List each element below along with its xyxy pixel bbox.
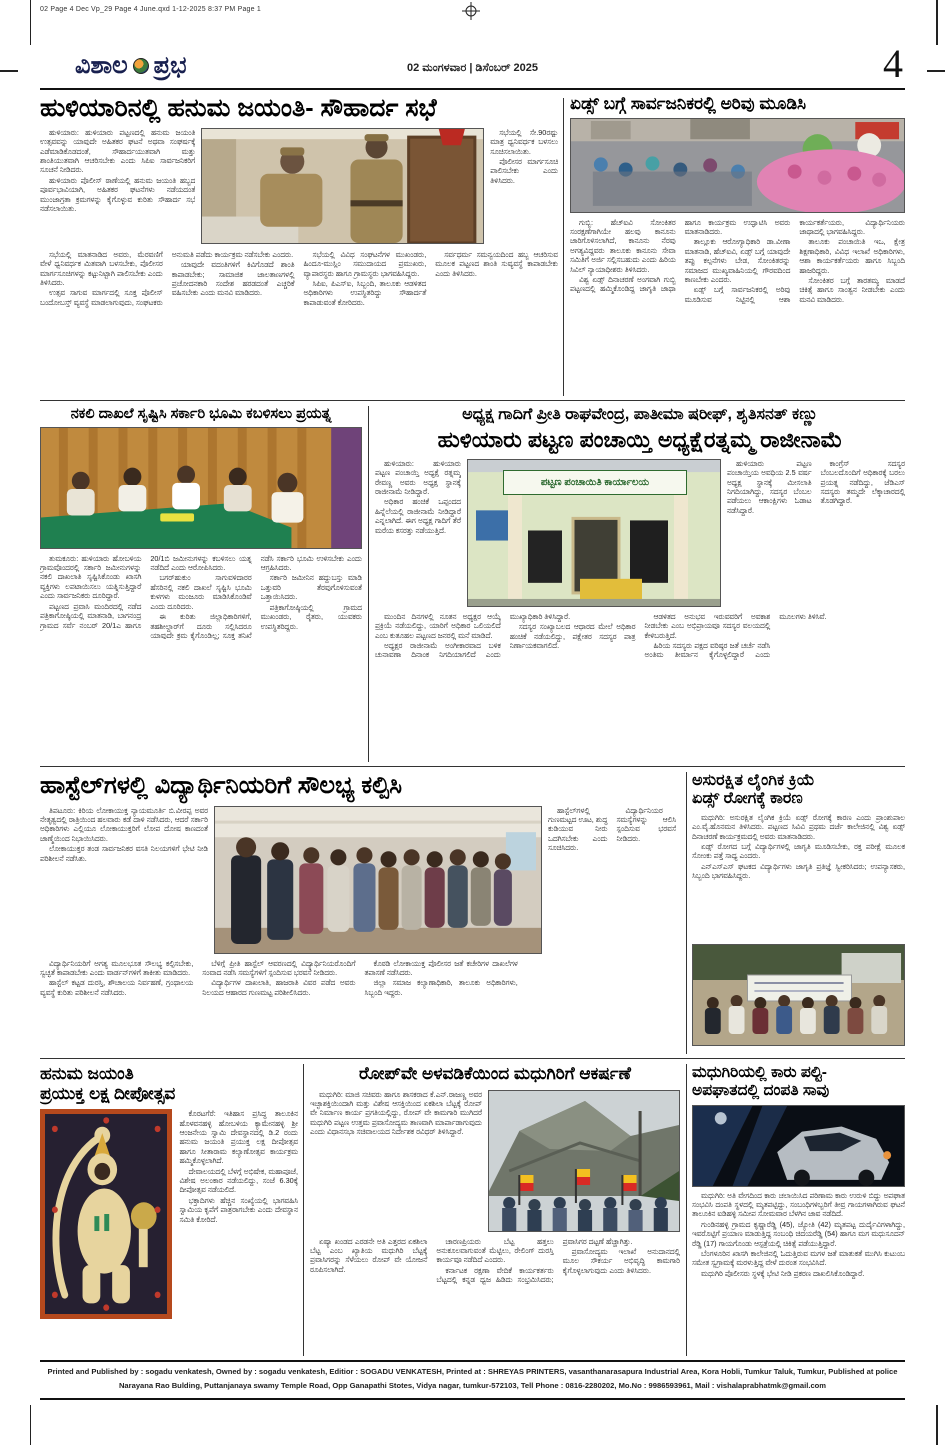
paragraph: ಹುಳಿಯಾರು: ಹುಳಿಯಾರು ಪಟ್ಟಣ ಪಂಚಾಯ್ತಿ ಅಧ್ಯಕ್ಷೆ ರತ್ನಮ್ಮ ರೇವಣ್ಣ ಅವರು ಅಧ್ಯಕ್ಷ ಸ್ಥಾನಕ್ಕೆ ರಾಜೀನಾಮೆ ನೀಡಿದ್ದಾರೆ. bbox=[375, 458, 461, 496]
paragraph: ಸೋಂಕಿತರ ಬಗ್ಗೆ ತಾರತಮ್ಯ ಮಾಡದೆ ಚಿಕಿತ್ಸೆ ಹಾಗೂ ಸಾಂತ್ವನ ನೀಡಬೇಕು ಎಂದು ಮನವಿ ಮಾಡಿದರು. bbox=[799, 275, 905, 304]
crop-mark bbox=[30, 0, 31, 45]
paragraph: ಕೊಠಡಿ ಲೋಕಾಯುಕ್ತ ಪೊಲೀಸರ ಜತೆ ಕಚೇರಿಗಳ ದಾಖಲೆಗಳ ತಪಾಸಣೆ ನಡೆಸಿದರು. bbox=[364, 958, 518, 977]
article-text bbox=[570, 218, 905, 396]
headline: ಹಾಸ್ಟೆಲ್‌ಗಳಲ್ಲಿ ವಿದ್ಯಾರ್ಥಿನಿಯರಿಗೆ ಸೌಲಭ್ಯ ಕಲ್ಪಿಸಿ bbox=[40, 772, 403, 799]
paragraph: ವಿಶ್ವ ಏಡ್ಸ್ ದಿನಾಚರಣೆ ಅಂಗವಾಗಿ ಗುಬ್ಬಿ ಪಟ್ಟಣದಲ್ಲಿ ಹಮ್ಮಿಕೊಂಡಿದ್ದ ಜಾಗೃತಿ ಜಾಥಾ ಹಾಗೂ ಕಾರ್ಯಕ್ರಮ ಉದ್ಘಾಟಿಸಿ ಅವರು ಮಾತನಾಡಿದರು. bbox=[570, 217, 791, 294]
imprint-line-1: Printed and Published by : sogadu venkatesh, Owned by : sogadu venkatesh, Editior : SOGADU VENKATESH, Printed at : SHREYAS PRINTERS, vasanthanarasapura Industrial Area, Kora Hobli, Tumkur Taluk, Tumkur, Published at police bbox=[47, 1367, 898, 1376]
paragraph: ತುಮಕೂರು: ಹುಳಿಯಾರು ಹೋಬಳಿಯ ಗ್ರಾಮವೊಂದರಲ್ಲಿ ಸರ್ಕಾರಿ ಜಮೀನುಗಳನ್ನು ನಕಲಿ ದಾಖಲಾತಿ ಸೃಷ್ಟಿಸಿಕೊಂಡು ಖಾಸಗಿ ವ್ಯಕ್ತಿಗಳು ಲಪಟಾಯಿಸಲು ಯತ್ನಿಸುತ್ತಿದ್ದಾರೆ ಎಂದು ಸಾರ್ವಜನಿಕರು ದೂರಿದ್ದಾರೆ. bbox=[40, 553, 142, 601]
article-text-column bbox=[310, 1090, 482, 1232]
paragraph: ಏಡ್ಸ್ ರೋಗದ ಬಗ್ಗೆ ವಿದ್ಯಾರ್ಥಿಗಳಲ್ಲಿ ಜಾಗೃತಿ ಮೂಡಿಸಬೇಕು, ರಕ್ತ ಪರೀಕ್ಷೆ ಮೂಲಕ ಸೋಂಕು ಪತ್ತೆ ಸಾಧ್ಯ ಎಂದರು. bbox=[692, 842, 905, 861]
paragraph: ವಿದ್ಯಾರ್ಥಿನಿಯರಿಗೆ ಅಗತ್ಯ ಮೂಲಭೂತ ಸೌಲಭ್ಯ ಕಲ್ಪಿಸಬೇಕು, ಸ್ವಚ್ಛತೆ ಕಾಪಾಡಬೇಕು ಎಂದು ವಾರ್ಡನ್‌ಗಳಿಗೆ ತಾಕೀತು ಮಾಡಿದರು. bbox=[40, 958, 194, 977]
article-text-column bbox=[375, 459, 461, 607]
article-text bbox=[40, 554, 362, 758]
crop-mark bbox=[30, 1405, 31, 1445]
paragraph: ಲೋಕಾಯುಕ್ತರ ತಂಡ ಸಾರ್ವಜನಿಕರ ವಸತಿ ನಿಲಯಗಳಿಗೆ ಭೇಟಿ ನೀಡಿ ಪರಿಶೀಲನೆ ನಡೆಸಿತು. bbox=[40, 844, 208, 863]
headline: ಹುಳಿಯಾರು ಪಟ್ಟಣ ಪಂಚಾಯ್ತಿ ಅಧ್ಯಕ್ಷೆರತ್ನಮ್ಮ ರಾಜೀನಾಮೆ bbox=[437, 427, 843, 453]
headline-line1: ಹನುಮ ಜಯಂತಿ bbox=[40, 1064, 134, 1083]
panchayat-office-photo bbox=[467, 459, 721, 607]
paragraph: ತಾಲೂಕು ಪಂಚಾಯಿತಿ ಇಒ, ಕ್ಷೇತ್ರ ಶಿಕ್ಷಣಾಧಿಕಾರಿ, ವಿವಿಧ ಇಲಾಖೆ ಅಧಿಕಾರಿಗಳು, ಆಶಾ ಕಾರ್ಯಕರ್ತೆಯರು ಹಾಗೂ ಸಿಬ್ಬಂದಿ ಹಾಜರಿದ್ದರು. bbox=[799, 237, 905, 275]
paragraph: ತಿಪಟೂರು: ಕಿರಿಯ ಲೋಕಾಯುಕ್ತ ನ್ಯಾಯಮೂರ್ತಿ ಬಿ.ವೀರಪ್ಪ ಅವರ ನೇತೃತ್ವದಲ್ಲಿ ರಾತ್ರಿಯಿಂದ ಹಲವಾರು ಕಡೆ ದಾಳಿ ನಡೆಸಿದರು, ಆದರೆ ಸರ್ಕಾರಿ ಅಧಿಕಾರಿಗಳು ಎಲ್ಲಿಯೂ ಲೋಕಾಯುಕ್ತರಿಗೆ ಲೋಪ ದೋಷ ಕಾಣದಂತೆ ಜಾಣ್ಮೆಯಿಂದ ನಿಭಾಯಿಸಿದರು. bbox=[40, 805, 208, 843]
headline: ಹುಳಿಯಾರಿನಲ್ಲಿ ಹನುಮ ಜಯಂತಿ- ಸೌಹಾರ್ದ ಸಭೆ bbox=[40, 94, 437, 122]
paragraph: ಪತ್ರಿಕಾಗೋಷ್ಠಿಯಲ್ಲಿ ಗ್ರಾಮದ ಮುಖಂಡರು, ರೈತರು, ಯುವಕರು ಉಪಸ್ಥಿತರಿದ್ದರು. bbox=[260, 602, 362, 631]
lokayukta-visit-photo bbox=[214, 806, 542, 954]
masthead-logo-right: ಪ್ರಭ bbox=[153, 52, 187, 79]
paragraph: ಕರ್ನಾಟಕ ರಕ್ಷಣಾ ವೇದಿಕೆ ಕಾರ್ಯಕರ್ತರು ಬೆಟ್ಟದಲ್ಲಿ ಕನ್ನಡ ಧ್ವಜ ಹಿಡಿದು ಸಂಭ್ರಮಿಸಿದರು; ಪ್ರವಾಸಿಗರ ದಟ್ಟಣೆ ಹೆಚ್ಚಾಗಿತ್ತು. bbox=[436, 1236, 633, 1285]
paragraph: ಸದಸ್ಯರ ಸಂಖ್ಯಾಬಲದ ಆಧಾರದ ಮೇಲೆ ಅಧಿಕಾರ ಹಂಚಿಕೆ ನಡೆಯಲಿದ್ದು, ಪಕ್ಷೇತರ ಸದಸ್ಯರ ಪಾತ್ರ ನಿರ್ಣಾಯಕವಾಗಲಿದೆ. bbox=[509, 622, 636, 650]
article-car-accident bbox=[692, 1064, 905, 1356]
article-text-column bbox=[179, 1109, 298, 1347]
paragraph: ಮಧುಗಿರಿ: ಅತಿ ವೇಗದಿಂದ ಕಾರು ಚಲಾಯಿಸಿದ ಪರಿಣಾಮ ಕಾರು ಉರುಳಿ ಬಿದ್ದು ಅಪಘಾತ ಸಂಭವಿಸಿ ದಂಪತಿ ಸ್ಥಳದಲ್ಲಿ ಮೃತಪಟ್ಟಿದ್ದು, ಸಂಬಂಧಿಗಳಿಬ್ಬರಿಗೆ ತೀವ್ರ ಗಾಯಗಳಾಗಿರುವ ಘಟನೆ ತಾಲೂಕಿನ ಐಡಿಹಳ್ಳಿ ಸಮೀಪ ಸೋಮವಾರ ಬೆಳಗಿನ ಜಾವ ನಡೆದಿದೆ. bbox=[692, 1190, 905, 1219]
paragraph: ಮಧುಗಿರಿ: ಮಾಜಿ ಸಚಿವರು ಹಾಗೂ ಶಾಸಕರಾದ ಕೆ.ಎನ್.ರಾಜಣ್ಣ ಅವರ ಇಚ್ಛಾಶಕ್ತಿಯಿಂದಾಗಿ ಮತ್ತು ವಿಶೇಷ ಆಸಕ್ತಿಯಿಂದ ಏಕಶಿಲಾ ಬೆಟ್ಟಕ್ಕೆ ರೋಪ್ ವೇ ನಿರ್ಮಾಣ ಕಾರ್ಯ ಪ್ರಗತಿಯಲ್ಲಿದ್ದು, ರೋಪ್ ವೇ ಕಾಮಗಾರಿ ಮುಗಿದರೆ ಮಧುಗಿರಿ ಪಟ್ಟಣ ಉತ್ತಮ ಪ್ರವಾಸೋದ್ಯಮ ತಾಣವಾಗಿ ಮಾರ್ಪಾಡಾಗುವುದು ಎಂದು ವಿಧಾನಸಭಾ ಸಚಿವಾಲಯದ ನಿರ್ದೇಶಕ ರವಿಧರ್ ತಿಳಿಸಿದ್ದಾರೆ. bbox=[310, 1089, 482, 1137]
footer-rule bbox=[40, 1360, 905, 1362]
masthead-rule bbox=[40, 88, 905, 90]
paragraph: ಸಭೆಯಲ್ಲಿ ಮಾತನಾಡಿದ ಅವರು, ಮೆರವಣಿಗೆ ವೇಳೆ ಧ್ವನಿವರ್ಧಕ ಮಿತವಾಗಿ ಬಳಸಬೇಕು, ಪೊಲೀಸರ ಮಾರ್ಗಸೂಚಿಗಳನ್ನು ಕಟ್ಟುನಿಟ್ಟಾಗಿ ಪಾಲಿಸಬೇಕು ಎಂದು ತಿಳಿಸಿದರು. bbox=[40, 249, 163, 287]
kicker-headline: ಅಧ್ಯಕ್ಷ ಗಾದಿಗೆ ಪ್ರೀತಿ ರಾಘವೇಂದ್ರ, ಪಾತೀಮಾ ಷರೀಫ್, ಶೃತಿಸನತ್ ಕಣ್ಣು bbox=[462, 406, 818, 423]
paragraph: ಕಾಂಗ್ರೆಸ್ ಸದಸ್ಯರ ಬೆಂಬಲದೊಂದಿಗೆ ಅಧಿಕಾರಕ್ಕೆ ಬರಲು ಪ್ರಯತ್ನ ನಡೆದಿದ್ದು, ಜೆಡಿಎಸ್ ಸದಸ್ಯರು ತಮ್ಮದೇ ಲೆಕ್ಕಾಚಾರದಲ್ಲಿ ತೊಡಗಿದ್ದಾರೆ. bbox=[820, 458, 905, 506]
paragraph: ಆಡಳಿತದ ಅನುಭವ ಇರುವವರಿಗೆ ಅವಕಾಶ ನೀಡಬೇಕು ಎಂಬ ಅಭಿಪ್ರಾಯವೂ ಸದಸ್ಯರ ವಲಯದಲ್ಲಿ ಕೇಳಿಬರುತ್ತಿದೆ. bbox=[644, 611, 771, 640]
paragraph: ಏಡ್ಸ್ ಬಗ್ಗೆ ಸಾರ್ವಜನಿಕರಲ್ಲಿ ಅರಿವು ಮೂಡಿಸುವ ನಿಟ್ಟಿನಲ್ಲಿ ಆಶಾ ಕಾರ್ಯಕರ್ತೆಯರು, ವಿದ್ಯಾರ್ಥಿನಿಯರು ಜಾಥಾದಲ್ಲಿ ಭಾಗವಹಿಸಿದ್ದರು. bbox=[684, 217, 905, 304]
paragraph: ಸರ್ವಧರ್ಮ ಸಮನ್ವಯದಿಂದ ಹಬ್ಬ ಆಚರಿಸುವ ಮೂಲಕ ಪಟ್ಟಣದ ಶಾಂತಿ ಸುವ್ಯವಸ್ಥೆ ಕಾಪಾಡಬೇಕು ಎಂದು ತಿಳಿಸಿದರು. bbox=[435, 249, 558, 278]
awareness-rally-photo bbox=[570, 118, 905, 213]
paragraph: ಬೆಂಗಳೂರಿನ ಖಾಸಗಿ ಕಾಲೇಜಿನಲ್ಲಿ ಓದುತ್ತಿರುವ ಮಗಳ ಜತೆ ಮಾತುಕತೆ ಮುಗಿಸಿ ಕುಟುಂಬ ಸಮೇತ ಸ್ವಗ್ರಾಮಕ್ಕೆ ಮರಳುತ್ತಿದ್ದ ವೇಳೆ ದುರಂತ ಸಂಭವಿಸಿದೆ. bbox=[692, 1249, 905, 1268]
paragraph: ಉತ್ಸವ ಸಾಗುವ ಮಾರ್ಗದಲ್ಲಿ ಸೂಕ್ತ ಪೊಲೀಸ್ ಬಂದೋಬಸ್ತ್ ವ್ಯವಸ್ಥೆ ಮಾಡಲಾಗುವುದು, ಸಂಘಟಕರು ಅನುಮತಿ ಪಡೆದು ಕಾರ್ಯಕ್ರಮ ನಡೆಸಬೇಕು ಎಂದರು. bbox=[40, 249, 294, 307]
section-rule bbox=[40, 1058, 905, 1059]
headline-line1: ಅಸುರಕ್ಷಿತ ಲೈಂಗಿಕ ಕ್ರಿಯೆ bbox=[692, 772, 815, 789]
paragraph: ಯಾವುದೇ ವದಂತಿಗಳಿಗೆ ಕಿವಿಗೊಡದೆ ಶಾಂತಿ ಕಾಪಾಡಬೇಕು; ಸಾಮಾಜಿಕ ಜಾಲತಾಣಗಳಲ್ಲಿ ಪ್ರಚೋದನಕಾರಿ ಸಂದೇಶ ಹರಡದಂತೆ ಎಚ್ಚರಿಕೆ ವಹಿಸಬೇಕು ಎಂದು ಮನವಿ ಮಾಡಿದರು. bbox=[171, 260, 295, 298]
article-aids-awareness bbox=[570, 94, 905, 397]
paragraph: ಹಾಸ್ಟೆಲ್‌ಗಳಲ್ಲಿ ಗುಣಮಟ್ಟದ ಊಟ, ಶುದ್ಧ ಕುಡಿಯುವ ನೀರು ಒದಗಿಸಬೇಕು ಎಂದು ಸೂಚಿಸಿದರು. bbox=[548, 805, 608, 853]
registration-mark-icon bbox=[462, 2, 480, 20]
page-number: 4 bbox=[883, 41, 903, 86]
hanuman-artwork-photo bbox=[40, 1109, 172, 1319]
headline-line2: ಪ್ರಯುಕ್ತ ಲಕ್ಷ ದೀಪೋತ್ಸವ bbox=[40, 1083, 176, 1103]
headline: ಏಡ್ಸ್ ಬಗ್ಗೆ ಸಾರ್ವಜನಿಕರಲ್ಲಿ ಅರಿವು ಮೂಡಿಸಿ bbox=[570, 94, 807, 113]
edition-dateline: 02 ಮಂಗಳವಾರ | ಡಿಸೆಂಬರ್ 2025 bbox=[407, 62, 538, 74]
article-text-bottom bbox=[310, 1237, 680, 1347]
paragraph: ಭಕ್ತಾದಿಗಳು ಹೆಚ್ಚಿನ ಸಂಖ್ಯೆಯಲ್ಲಿ ಭಾಗವಹಿಸಿ ಸ್ವಾಮಿಯ ಕೃಪೆಗೆ ಪಾತ್ರರಾಗಬೇಕು ಎಂದು ದೇವಸ್ಥಾನ ಸಮಿತಿ ಕೋರಿದೆ. bbox=[179, 1195, 298, 1224]
article-text-column bbox=[490, 128, 558, 246]
headline: ನಕಲಿ ದಾಖಲೆ ಸೃಷ್ಟಿಸಿ ಸರ್ಕಾರಿ ಭೂಮಿ ಕಬಳಿಸಲು ಪ್ರಯತ್ನ bbox=[70, 406, 332, 422]
paragraph: ಸಿಪಿಐ, ಪಿಎಸ್ಐ, ಸಿಬ್ಬಂದಿ, ತಾಲೂಕು ಆಡಳಿತದ ಅಧಿಕಾರಿಗಳು ಉಪಸ್ಥಿತರಿದ್ದು ಸೌಹಾರ್ದತೆ ಕಾಪಾಡುವಂತೆ ಕೋರಿದರು. bbox=[303, 278, 427, 307]
paragraph: ಪ್ರವಾಸೋದ್ಯಮ ಇಲಾಖೆ ಅನುದಾನದಲ್ಲಿ ಮೂಲ ಸೌಕರ್ಯ ಅಭಿವೃದ್ಧಿ ಕಾಮಗಾರಿ ಕೈಗೊಳ್ಳಲಾಗುವುದು ಎಂದು ತಿಳಿಸಿದರು. bbox=[562, 1246, 680, 1275]
section-rule bbox=[40, 766, 905, 767]
paragraph: ವಿದ್ಯಾರ್ಥಿನಿಯರ ಸಮಸ್ಯೆಗಳನ್ನು ಆಲಿಸಿ ಸ್ಪಂದಿಸುವ ಭರವಸೆ ನೀಡಿದರು. bbox=[616, 805, 676, 843]
headline: ರೋಪ್‌ವೇ ಅಳವಡಿಕೆಯಿಂದ ಮಧುಗಿರಿಗೆ ಆಕರ್ಷಣೆ bbox=[359, 1064, 631, 1083]
headline-line1: ಮಧುಗಿರಿಯಲ್ಲಿ ಕಾರು ಪಲ್ಟಿ- bbox=[692, 1064, 827, 1081]
article-panchayat-resignation bbox=[375, 406, 905, 762]
article-lakh-deepotsava bbox=[40, 1064, 298, 1356]
paragraph: ಬಗರ್‌ಹುಕುಂ ಸಾಗುವಳಿದಾರರ ಹೆಸರಿನಲ್ಲಿ ನಕಲಿ ದಾಖಲೆ ಸೃಷ್ಟಿಸಿ ಭೂಮಿ ಕುಳಗಳು ಮಂಜೂರು ಮಾಡಿಸಿಕೊಂಡಿವೆ ಎಂದು ದೂರಿದರು. bbox=[150, 573, 252, 611]
footer-rule bbox=[40, 1398, 905, 1400]
article-text-bottom bbox=[40, 250, 558, 396]
paragraph: ಚಾರಣಪ್ರಿಯರು ಬೆಟ್ಟ ಹತ್ತಲು ಅನುಕೂಲವಾಗುವಂತೆ ಮೆಟ್ಟಿಲು, ರೇಲಿಂಗ್ ದುರಸ್ತಿ ಕಾರ್ಯವೂ ನಡೆದಿದೆ ಎಂದರು. bbox=[436, 1236, 554, 1265]
column-divider bbox=[686, 1064, 687, 1356]
column-divider bbox=[686, 772, 687, 1054]
paragraph: ಹಾಸ್ಟೆಲ್ ಕಟ್ಟಡ ದುರಸ್ತಿ, ಶೌಚಾಲಯ ನಿರ್ವಹಣೆ, ಗ್ರಂಥಾಲಯ ವ್ಯವಸ್ಥೆ ಕುರಿತು ಪರಿಶೀಲನೆ ನಡೆಸಿದರು. bbox=[40, 978, 194, 997]
crop-mark bbox=[936, 1405, 938, 1445]
paragraph: ಜಿಲ್ಲಾ ಸಮಾಜ ಕಲ್ಯಾಣಾಧಿಕಾರಿ, ತಾಲೂಕು ಅಧಿಕಾರಿಗಳು, ಸಿಬ್ಬಂದಿ ಇದ್ದರು. bbox=[364, 978, 518, 997]
paragraph: ಗುಂಡಿನಹಳ್ಳಿ ಗ್ರಾಮದ ಕೃಷ್ಣಾರೆಡ್ಡಿ (45), ಜ್ಯೋತಿ (42) ಮೃತಪಟ್ಟ ದುರ್ದೈವಿಗಳಾಗಿದ್ದು, ಇವರೊಟ್ಟಿಗೆ ಪ್ರಯಾಣ ಮಾಡುತ್ತಿದ್ದ ಸಂಬಂಧಿ ಚಿದಯರೆಡ್ಡಿ (54) ಹಾಗೂ ಮಗ ಮಧುಸೂದನ್ ರೆಡ್ಡಿ (17) ಗಾಯಗೊಂಡು ಆಸ್ಪತ್ರೆಯಲ್ಲಿ ಚಿಕಿತ್ಸೆ ಪಡೆಯುತ್ತಿದ್ದಾರೆ. bbox=[692, 1219, 905, 1248]
paragraph: ಹುಳಿಯಾರು: ಹುಳಿಯಾರು ಪಟ್ಟಣದಲ್ಲಿ ಹನುಮ ಜಯಂತಿ ಉತ್ಸವವನ್ನು ಯಾವುದೇ ಅಹಿತಕರ ಘಟನೆ ಅಥವಾ ಸಂಘರ್ಷಕ್ಕೆ ಎಡೆಮಾಡಿಕೊಡದಂತೆ, ಸೌಹಾರ್ದಯುತವಾಗಿ ಮತ್ತು ಶಾಂತಿಯುತವಾಗಿ ಆಚರಿಸಬೇಕು ಎಂದು ಸಿಪಿಐ ಸಾರ್ವಜನಿಕರಿಗೆ ಸೂಚನೆ ನೀಡಿದರು. bbox=[40, 127, 196, 175]
paragraph: ಮಧುಗಿರಿ ಪೊಲೀಸರು ಸ್ಥಳಕ್ಕೆ ಭೇಟಿ ನೀಡಿ ಪ್ರಕರಣ ದಾಖಲಿಸಿಕೊಂಡಿದ್ದಾರೆ. bbox=[701, 1268, 865, 1278]
panchayat-office-signboard: ಪಟ್ಟಣ ಪಂಚಾಯಿತಿ ಕಾರ್ಯಾಲಯ bbox=[503, 470, 686, 495]
paragraph: ಗುಬ್ಬಿ: ಹೆಚ್‌ಐವಿ ಸೋಂಕಿತರ ಸಂರಕ್ಷಣೆಗಾಗಿಯೇ ಹಲವು ಕಾನೂನು ಜಾರಿಗೊಳಿಸಲಾಗಿದೆ, ಕಾನೂನು ನೆರವು ಅಗತ್ಯವಿದ್ದವರು ತಾಲೂಕು ಕಾನೂನು ಸೇವಾ ಸಮಿತಿಗೆ ಅರ್ಜಿ ಸಲ್ಲಿಸಬಹುದು ಎಂದು ಹಿರಿಯ ಸಿವಿಲ್ ನ್ಯಾಯಾಧೀಶರು ತಿಳಿಸಿದರು. bbox=[570, 217, 676, 274]
article-text bbox=[692, 1191, 905, 1349]
paragraph: ದೇವಾಲಯದಲ್ಲಿ ಬೆಳಗ್ಗೆ ಅಭಿಷೇಕ, ಮಹಾಪೂಜೆ, ವಿಶೇಷ ಅಲಂಕಾರ ನಡೆಯಲಿದ್ದು, ಸಂಜೆ 6.30ಕ್ಕೆ ದೀಪೋತ್ಸವ ನಡೆಯಲಿದೆ. bbox=[179, 1166, 298, 1195]
article-text-column bbox=[40, 128, 195, 246]
paragraph: ಕೊರಟಗೆರೆ: ಇತಿಹಾಸ ಪ್ರಸಿದ್ಧ ತಾಲೂಕಿನ ಹೊಳವನಹಳ್ಳಿ ಹೋಬಳಿಯ ಕ್ಯಾಮೇನಹಳ್ಳಿ ಶ್ರೀ ಆಂಜನೇಯ ಸ್ವಾಮಿ ದೇವಸ್ಥಾನದಲ್ಲಿ ಡಿ.2 ರಂದು ಹನುಮ ಜಯಂತಿ ಪ್ರಯುಕ್ತ ಲಕ್ಷ ದೀಪೋತ್ಸವ ಹಾಗೂ ಸೀತಾರಾಮ ಕಲ್ಯಾಣೋತ್ಸವ ಕಾರ್ಯಕ್ರಮ ಹಮ್ಮಿಕೊಳ್ಳಲಾಗಿದೆ. bbox=[179, 1109, 298, 1166]
article-text-bottom bbox=[40, 959, 680, 1051]
paragraph: ಪೊಲೀಸರ ಮಾರ್ಗಸೂಚಿ ಪಾಲಿಸಬೇಕು ಎಂದು ತಿಳಿಸಿದರು. bbox=[490, 156, 558, 185]
article-text-bottom bbox=[375, 612, 905, 740]
paragraph: ವಿದ್ಯಾರ್ಥಿಗಳ ದಾಖಲಾತಿ, ಹಾಜರಾತಿ ವಿವರ ಪಡೆದ ಅವರು ನಿಲಯದ ಆಹಾರದ ಗುಣಮಟ್ಟ ಪರಿಶೀಲಿಸಿದರು. bbox=[202, 978, 356, 997]
paragraph: ಅಧಿಕಾರ ಹಂಚಿಕೆ ಒಪ್ಪಂದದ ಹಿನ್ನೆಲೆಯಲ್ಲಿ ರಾಜೀನಾಮೆ ನೀಡಿದ್ದಾರೆ ಎನ್ನಲಾಗಿದೆ. ಈಗ ಅಧ್ಯಕ್ಷ ಗಾದಿಗೆ ತೆರೆ ಮರೆಯ ಕಸರತ್ತು ನಡೆಯುತ್ತಿದೆ. bbox=[375, 497, 461, 535]
column-divider bbox=[368, 406, 369, 762]
article-unsafe-sex-aids bbox=[692, 772, 905, 1054]
paragraph: ಏಷ್ಯಾ ಖಂಡದ ಎರಡನೇ ಅತಿ ಎತ್ತರದ ಏಕಶಿಲಾ ಬೆಟ್ಟ ಎಂಬ ಖ್ಯಾತಿಯ ಮಧುಗಿರಿ ಬೆಟ್ಟಕ್ಕೆ ಪ್ರವಾಸಿಗರನ್ನು ಸೆಳೆಯಲು ರೋಪ್ ವೇ ಯೋಜನೆ ರೂಪಿಸಲಾಗಿದೆ. bbox=[310, 1236, 428, 1274]
article-hanuma-jayanti-sabhe bbox=[40, 94, 558, 397]
paragraph: ಸಭೆಯಲ್ಲಿ ವಿವಿಧ ಸಂಘಟನೆಗಳ ಮುಖಂಡರು, ಹಿಂದೂ-ಮುಸ್ಲಿಂ ಸಮುದಾಯದ ಪ್ರಮುಖರು, ವ್ಯಾಪಾರಸ್ಥರು ಹಾಗೂ ಗ್ರಾಮಸ್ಥರು ಭಾಗವಹಿಸಿದ್ದರು. bbox=[303, 249, 427, 278]
paragraph: ಅಧ್ಯಕ್ಷರ ರಾಜೀನಾಮೆ ಅಂಗೀಕಾರವಾದ ಬಳಿಕ ಚುನಾವಣಾ ದಿನಾಂಕ ನಿಗದಿಯಾಗಲಿದೆ ಎಂದು ಮುಖ್ಯಾಧಿಕಾರಿ ತಿಳಿಸಿದ್ದಾರೆ. bbox=[375, 611, 571, 660]
paragraph: ತಾಲ್ಲೂಕು ಆರೋಗ್ಯಾಧಿಕಾರಿ ಡಾ.ವೀಣಾ ಮಾತನಾಡಿ, ಹೆಚ್‌ಐವಿ, ಏಡ್ಸ್ ಬಗ್ಗೆ ಯಾವುದೇ ತಪ್ಪು ಕಲ್ಪನೆಗಳು ಬೇಡ, ಸೋಂಕಿತರನ್ನು ಸಮಾಜದ ಮುಖ್ಯವಾಹಿನಿಯಲ್ಲಿ ಗೌರವದಿಂದ ಕಾಣಬೇಕು ಎಂದರು. bbox=[684, 237, 791, 284]
headline-line2: ಏಡ್ಸ್ ರೋಗಕ್ಕೆ ಕಾರಣ bbox=[692, 790, 803, 808]
paragraph: ಎನ್‌ಎಸ್‌ಎಸ್ ಘಟಕದ ವಿದ್ಯಾರ್ಥಿಗಳು ಜಾಗೃತಿ ಪ್ರತಿಜ್ಞೆ ಸ್ವೀಕರಿಸಿದರು; ಉಪನ್ಯಾಸಕರು, ಸಿಬ್ಬಂದಿ ಭಾಗವಹಿಸಿದ್ದರು. bbox=[692, 861, 905, 881]
crop-mark bbox=[936, 0, 938, 45]
paragraph: ಸಭೆಯಲ್ಲಿ ಸೇ.90ರಷ್ಟು ಮಾತ್ರ ಧ್ವನಿವರ್ಧಕ ಬಳಸಲು ಸೂಚಿಸಲಾಯಿತು. bbox=[490, 127, 558, 156]
masthead-logo-left: ವಿಶಾಲ bbox=[75, 52, 128, 79]
article-text-column bbox=[548, 806, 676, 954]
paragraph: ಹುಳಿಯಾರು ಪಟ್ಟಣ ಪಂಚಾಯ್ತಿಯ ಅವಧಿಯ 2.5 ವರ್ಷ ಅಧ್ಯಕ್ಷ ಸ್ಥಾನಕ್ಕೆ ಮೀಸಲಾತಿ ನಿಗದಿಯಾಗಿದ್ದು, ಸದಸ್ಯರ ಬೆಂಬಲ ಪಡೆಯಲು ಆಕಾಂಕ್ಷಿಗಳು ಓಡಾಟ ನಡೆಸಿದ್ದಾರೆ. bbox=[727, 458, 812, 515]
section-rule bbox=[40, 400, 905, 401]
paragraph: ಈ ಕುರಿತು ಜಿಲ್ಲಾಧಿಕಾರಿಗಳಿಗೆ, ತಹಶೀಲ್ದಾರ್‌ಗೆ ದೂರು ಸಲ್ಲಿಸಿದರೂ ಯಾವುದೇ ಕ್ರಮ ಕೈಗೊಂಡಿಲ್ಲ; ಸೂಕ್ತ ತನಿಖೆ ನಡೆಸಿ ಸರ್ಕಾರಿ ಭೂಮಿ ಉಳಿಸಬೇಕು ಎಂದು ಆಗ್ರಹಿಸಿದರು. bbox=[150, 553, 362, 640]
print-slug: 02 Page 4 Dec Vp_29 Page 4 June.qxd 1-12-2025 8:37 PM Page 1 bbox=[40, 6, 261, 13]
headline-line2: ಅಪಘಾತದಲ್ಲಿ ದಂಪತಿ ಸಾವು bbox=[692, 1081, 830, 1099]
press-meet-photo bbox=[40, 427, 362, 549]
paragraph: ಹಿರಿಯ ಸದಸ್ಯರು ಪಕ್ಷದ ವರಿಷ್ಠರ ಜತೆ ಚರ್ಚೆ ನಡೆಸಿ ಅಂತಿಮ ತೀರ್ಮಾನ ಕೈಗೊಳ್ಳಲಿದ್ದಾರೆ ಎಂದು ಮೂಲಗಳು ತಿಳಿಸಿವೆ. bbox=[644, 611, 827, 660]
hill-flags-photo bbox=[488, 1090, 680, 1232]
article-text-column bbox=[40, 806, 208, 954]
police-meeting-photo bbox=[201, 128, 484, 244]
article-land-grab bbox=[40, 406, 362, 762]
article-text-column bbox=[727, 459, 905, 607]
imprint-line-2: Narayana Rao Bulding, Puttanjanaya swamy Temple Road, Opp Ganapathi Stotes, Vidya nagar, tumkur-572103, Tell Phone : 0816-2280202, Mo.No : 9986593961, Mail : vishalaprabhatmk@gmail.com bbox=[118, 1381, 827, 1390]
article-ropeway-madhugiri bbox=[310, 1064, 680, 1356]
paragraph: ಹುಳಿಯಾರು ಪೊಲೀಸ್ ಠಾಣೆಯಲ್ಲಿ ಹನುಮ ಜಯಂತಿ ಹಬ್ಬದ ಪೂರ್ವಭಾವಿಯಾಗಿ, ಅಹಿತಕರ ಘಟನೆಗಳು ನಡೆಯದಂತೆ ಮುಂಜಾಗ್ರತಾ ಕ್ರಮಗಳನ್ನು ಕೈಗೊಳ್ಳುವ ಕುರಿತು ಸೌಹಾರ್ದ ಸಭೆ ನಡೆಸಲಾಯಿತು. bbox=[40, 175, 196, 213]
paragraph: ಬೆಳಿಗ್ಗೆ ಪ್ರೀತಿ ಹಾಸ್ಟೆಲ್ ಆವರಣದಲ್ಲಿ ವಿದ್ಯಾರ್ಥಿನಿಯರೊಂದಿಗೆ ಸಂವಾದ ನಡೆಸಿ ಸಮಸ್ಯೆಗಳಿಗೆ ಸ್ಪಂದಿಸುವ ಭರವಸೆ ನೀಡಿದರು. bbox=[202, 958, 356, 977]
article-hostel-facilities bbox=[40, 772, 680, 1054]
column-divider bbox=[563, 98, 564, 396]
car-crash-photo bbox=[692, 1105, 905, 1187]
college-group-photo bbox=[692, 944, 905, 1046]
paragraph: ಪಟ್ಟಣದ ಪ್ರವಾಸಿ ಮಂದಿರದಲ್ಲಿ ನಡೆದ ಪತ್ರಿಕಾಗೋಷ್ಠಿಯಲ್ಲಿ ಮಾತನಾಡಿ, ಬಾಗನಂದ್ರ ಗ್ರಾಮದ ಸರ್ವೆ ನಂಬರ್ 20/1ಎ ಹಾಗೂ 20/1ಬಿ ಜಮೀನುಗಳನ್ನು ಕಬಳಿಸಲು ಯತ್ನ ನಡೆದಿದೆ ಎಂದು ಆರೋಪಿಸಿದರು. bbox=[40, 553, 252, 630]
column-divider bbox=[303, 1064, 304, 1356]
paragraph: ಸರ್ಕಾರಿ ಜಮೀನಿನ ಹದ್ದುಬಸ್ತು ಮಾಡಿ ಒತ್ತುವರಿ ತೆರವುಗೊಳಿಸುವಂತೆ ಒತ್ತಾಯಿಸಿದರು. bbox=[260, 573, 362, 602]
article-text bbox=[692, 813, 905, 941]
paragraph: ಮಧುಗಿರಿ: ಅಸುರಕ್ಷಿತ ಲೈಂಗಿಕ ಕ್ರಿಯೆ ಏಡ್ಸ್ ರೋಗಕ್ಕೆ ಕಾರಣ ಎಂದು ಪ್ರಾಂಶುಪಾಲ ಎಂ.ವೈ.ಹೊನಮನ ತಿಳಿಸಿದರು. ಪಟ್ಟಣದ ಸಿವಿವಿ ಪ್ರಥಮ ದರ್ಜೆ ಕಾಲೇಜಿನಲ್ಲಿ ವಿಶ್ವ ಏಡ್ಸ್ ದಿನಾಚರಣೆ ಕಾರ್ಯಕ್ರಮದಲ್ಲಿ ಅವರು ಮಾತನಾಡಿದರು. bbox=[692, 812, 905, 841]
paragraph: ಮುಂದಿನ ದಿನಗಳಲ್ಲಿ ನೂತನ ಅಧ್ಯಕ್ಷರ ಆಯ್ಕೆ ಪ್ರಕ್ರಿಯೆ ನಡೆಯಲಿದ್ದು, ಯಾರಿಗೆ ಅಧಿಕಾರ ಒಲಿಯಲಿದೆ ಎಂಬ ಕುತೂಹಲ ಪಟ್ಟಣದ ಜನರಲ್ಲಿ ಮನೆ ಮಾಡಿದೆ. bbox=[375, 611, 501, 640]
